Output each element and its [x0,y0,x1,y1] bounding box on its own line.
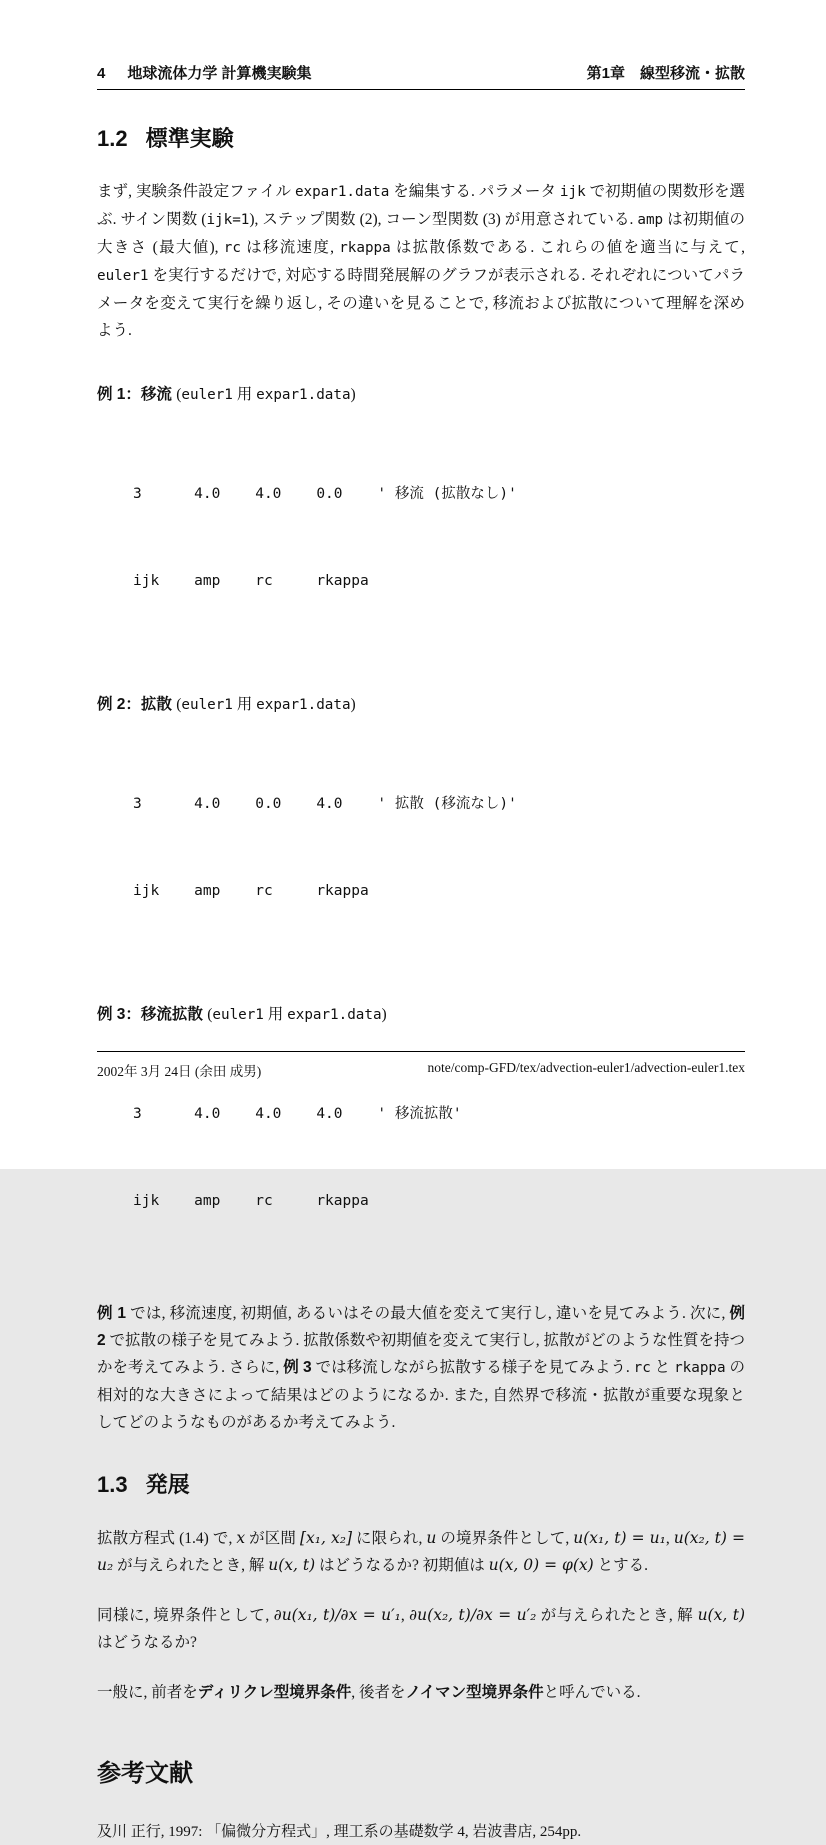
section-number: 1.3 [97,1472,128,1498]
code-line: 3 4.0 0.0 4.0 ' 拡散 (移流なし)' [133,796,517,813]
terminology-paragraph: 一般に, 前者をディリクレ型境界条件, 後者をノイマン型境界条件と呼んでいる. [97,1683,641,1701]
discussion-paragraph: 例 1 では, 移流速度, 初期値, あるいはその最大値を変えて実行し, 違いを見てみよう. 次に, 例 2 で拡散の様子を見てみよう. 拡散係数や初期値を変えて実行し, 拡散がどのような性質を持つかを考えてみよう. さらに, 例 3 では移流しながら拡散する様子を見てみよう. rc と rkappa の相対的な大きさによって結果はどのようになるか. また, 自然界で移流・拡散が重要な現象としてどのようなものがあるか考えてみよう. [97,1305,746,1432]
section-title: 標準実験 [145,126,234,151]
header-left [97,62,312,83]
section-1-3-heading [97,1472,745,1498]
example-3-label: 例 3：移流拡散 (euler1 用 expar1.data) [97,1006,387,1024]
page-header [97,62,745,90]
dirichlet-paragraph: 拡散方程式 (1.4) で, x が区間 [x₁, x₂] に限られ, u の境界条件として, u(x₁, t) = u₁, u(x₂, t) = u₂ が与えられたとき, 解 u(x, t) はどうなるか? 初期値は u(x, 0) = φ(x) とする. [97,1528,746,1574]
reference-item: 及川 正行, 1997: 「偏微分方程式」, 理工系の基礎数学 4, 岩波書店, 254pp. [97,1823,582,1840]
neumann-paragraph: 同様に, 境界条件として, ∂u(x₁, t)/∂x = u′₁, ∂u(x₂, t)/∂x = u′₂ が与えられたとき, 解 u(x, t) はどうなるか? [97,1605,745,1651]
references-heading: 参考文献 [97,1759,193,1787]
example-2-label: 例 2：拡散 (euler1 用 expar1.data) [97,696,356,714]
intro-paragraph: まず, 実験条件設定ファイル expar1.data を編集する. パラメータ ijk で初期値の関数形を選ぶ. サイン関数 (ijk=1), ステップ関数 (2), コーン型関数 (3) が用意されている. amp は初期値の大きさ (最大値), rc は移流速度, rkappa は拡散係数である. これらの値を適当に与えて, euler1 を実行するだけで, 対応する時間発展解のグラフが表示される. それぞれについてパラメータを変えて実行を繰り返し, その違いを見ることで, 移流および拡散について理解を深めよう. [97,183,745,340]
example-2-code [133,732,745,964]
page-footer [97,1051,745,1080]
example-1-label: 例 1：移流 (euler1 用 expar1.data) [97,386,356,404]
page-content [97,0,745,1845]
chapter-title: 第1章 線型移流・拡散 [586,65,745,82]
code-line: ijk amp rc rkappa [133,573,369,590]
code-line: 3 4.0 4.0 4.0 ' 移流拡散' [133,1106,462,1123]
section-1-2-heading [97,126,745,152]
code-line: ijk amp rc rkappa [133,1193,369,1210]
example-1-code [133,422,745,654]
section-number: 1.2 [97,126,128,151]
footer-file-path: note/comp-GFD/tex/advection-euler1/advection-euler1.tex [427,1060,745,1075]
code-line: 3 4.0 4.0 0.0 ' 移流 (拡散なし)' [133,486,517,503]
section-title: 発展 [145,1472,190,1498]
footer-date-author: 2002年 3月 24日 (余田 成男) [97,1064,262,1079]
code-line: ijk amp rc rkappa [133,883,369,900]
book-title: 地球流体力学 計算機実験集 [127,65,312,82]
page-number: 4 [97,65,106,82]
